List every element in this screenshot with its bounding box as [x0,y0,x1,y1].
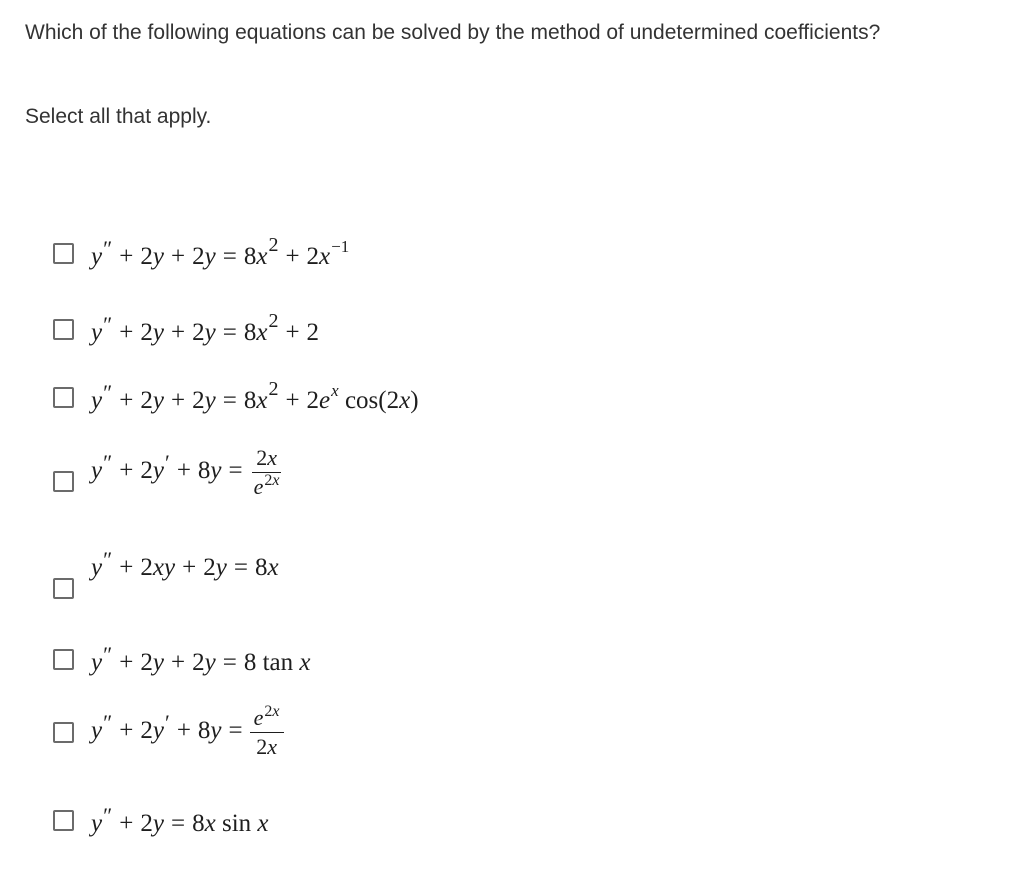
option-2-equation: $y'' + 2y + 2y = 8x^2 + 2$ [91,310,320,346]
option-5[interactable] [53,538,279,599]
option-6-checkbox[interactable] [53,649,74,670]
option-5-checkbox[interactable] [53,578,74,599]
option-2-checkbox[interactable] [53,319,74,340]
option-8-checkbox[interactable] [53,810,74,831]
option-7-checkbox[interactable] [53,722,74,743]
option-4-checkbox[interactable] [53,471,74,492]
option-5-equation: y″ + 2xy + 2y = 8x [91,547,279,581]
option-3[interactable] [53,380,419,415]
option-1-checkbox[interactable] [53,243,74,264]
question-text: Which of the following equations can be solved by the method of undetermined coefficients? [25,21,881,44]
option-8[interactable] [53,803,269,838]
option-4[interactable] [53,445,284,500]
option-8-equation: y″ + 2y = 8x sin x [91,803,269,837]
option-3-equation: $y'' + 2y + 2y = 8x^2 + 2e^x$ cos(2x) [91,378,419,414]
option-1[interactable] [53,236,349,271]
option-6-equation: y″ + 2y + 2y = 8 tan x [91,642,311,676]
instruction-text: Select all that apply. [25,105,212,128]
option-7[interactable] [53,705,284,760]
option-2[interactable] [53,312,319,347]
option-4-equation: y″ + 2y′ + 8y = $\frac{2x}{e^{2x}}$ [91,445,280,499]
option-1-equation: $y'' + 2y + 2y = 8x^2 + 2x^{-1}$ [91,234,350,270]
option-3-checkbox[interactable] [53,387,74,408]
option-7-equation: y″ + 2y′ + 8y = $\frac{e^{2x}}{2x}$ [91,705,284,760]
option-6[interactable] [53,642,310,677]
